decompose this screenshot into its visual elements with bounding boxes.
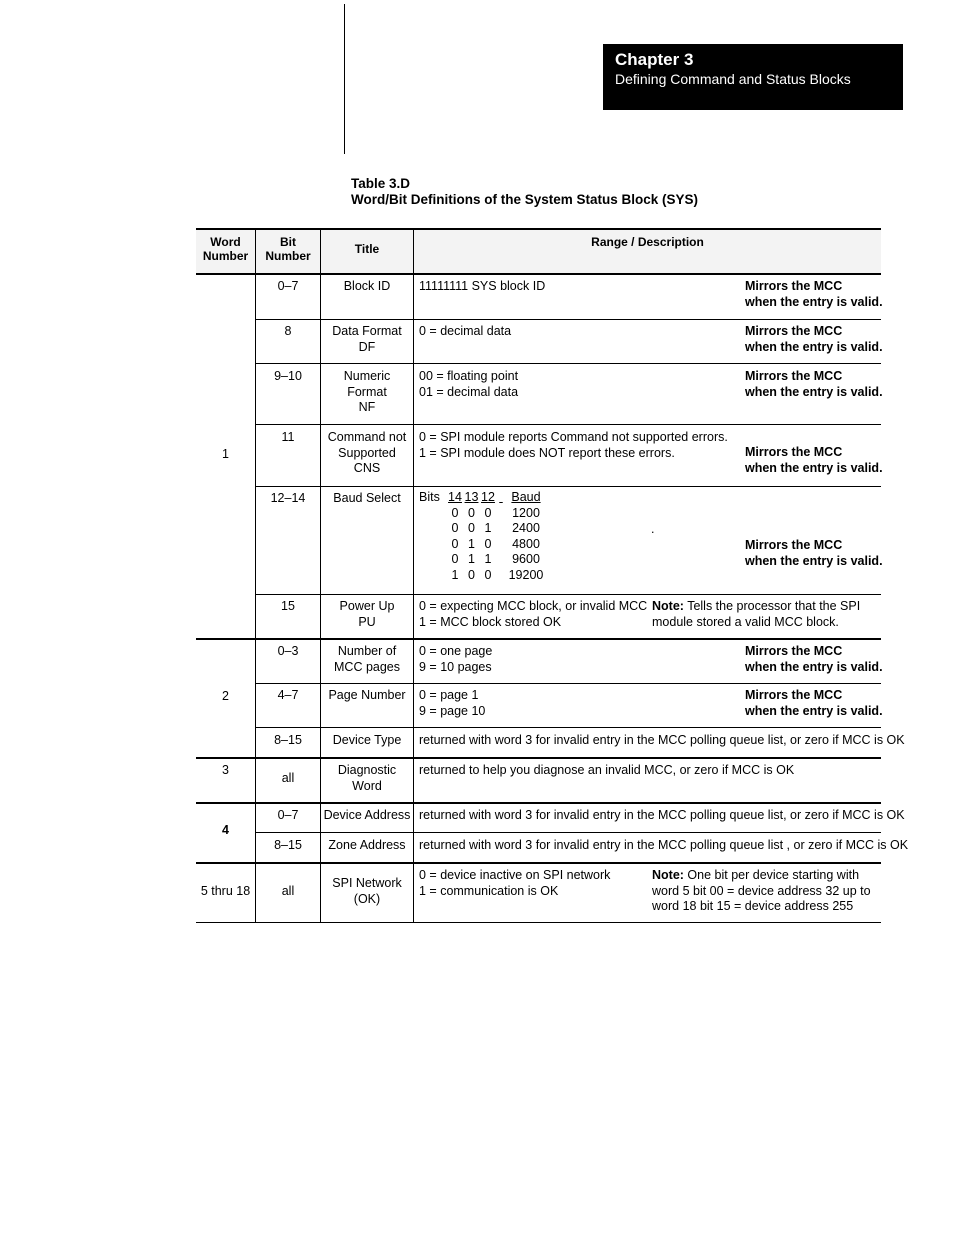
- row-title: Block ID: [343, 279, 391, 293]
- header-bit-number: Bit Number: [265, 235, 311, 263]
- row-title: Command not Supported CNS: [327, 430, 407, 475]
- row-description: returned to help you diagnose an invalid MCC, or zero if MCC is OK: [419, 763, 795, 777]
- table-number: Table 3.D: [351, 176, 411, 191]
- bit-number: 0–7: [277, 808, 299, 822]
- bit-number: 11: [281, 430, 295, 444]
- word-number: 1: [222, 447, 229, 461]
- row-title: Zone Address: [328, 838, 406, 852]
- header-title: Title: [354, 242, 380, 256]
- row-title: Device Type: [332, 733, 402, 747]
- row-description: returned with word 3 for invalid entry in the MCC polling queue list, or zero if MCC is OK: [419, 733, 905, 747]
- baud-table-header: Bits 14 13 12 Baud: [419, 490, 541, 504]
- row-description: 11111111 SYS block ID: [419, 279, 546, 293]
- row-description: 0 = SPI module reports Command not supported errors. 1 = SPI module does NOT report these errors.: [419, 430, 728, 460]
- row-description: 0 = device inactive on SPI network 1 = communication is OK: [419, 868, 611, 898]
- row-description: 0 = expecting MCC block, or invalid MCC 1 = MCC block stored OK: [419, 599, 648, 629]
- row-title: Numeric Format NF: [343, 369, 391, 414]
- row-title: Diagnostic Word: [337, 763, 397, 793]
- header-range-description: Range / Description: [591, 235, 704, 249]
- bit-number: 9–10: [274, 369, 302, 383]
- note: Note: One bit per device starting with word 5 bit 00 = device address 32 up to word 18 bit 15 = device address 255: [652, 868, 871, 913]
- row-title: Power Up PU: [339, 599, 395, 629]
- row-rule: [256, 319, 881, 320]
- word-rule: [196, 862, 881, 864]
- table-caption: [351, 176, 698, 208]
- mirror-note: Mirrors the MCC when the entry is valid.: [745, 688, 883, 718]
- row-title: Device Address: [323, 808, 411, 822]
- chapter-subtitle: Defining Command and Status Blocks: [615, 71, 851, 87]
- bit-number: 8–15: [274, 838, 302, 852]
- row-description: 0 = decimal data: [419, 324, 512, 338]
- table-top-rule: [196, 228, 881, 230]
- word-number: 5 thru 18: [200, 884, 251, 898]
- bit-number: 0–7: [277, 279, 299, 293]
- bit-number: 12–14: [270, 491, 306, 505]
- word-number: 3: [222, 763, 229, 777]
- margin-rule: [344, 4, 345, 154]
- column-rule: [413, 228, 414, 923]
- table-title: Word/Bit Definitions of the System Status Block (SYS): [351, 192, 699, 207]
- row-title: Data Format DF: [332, 324, 402, 354]
- word-number: 4: [222, 823, 229, 837]
- mirror-note: Mirrors the MCC when the entry is valid.: [745, 644, 883, 674]
- row-description: 0 = one page 9 = 10 pages: [419, 644, 493, 674]
- word-rule: [196, 757, 881, 759]
- row-description: 0 = page 1 9 = page 10: [419, 688, 486, 718]
- chapter-label: Chapter 3: [615, 50, 694, 69]
- row-rule: [256, 832, 881, 833]
- row-title: Baud Select: [333, 491, 401, 505]
- table-bottom-rule: [196, 922, 881, 923]
- word-number: 2: [222, 689, 229, 703]
- row-description: returned with word 3 for invalid entry in the MCC polling queue list, or zero if MCC is OK: [419, 808, 905, 822]
- mirror-note: Mirrors the MCC when the entry is valid.: [745, 324, 883, 354]
- header-rule: [196, 273, 881, 275]
- bit-number: 4–7: [277, 688, 299, 702]
- row-title: Page Number: [328, 688, 406, 702]
- row-title: SPI Network (OK): [332, 876, 402, 906]
- row-rule: [256, 424, 881, 425]
- word-rule: [196, 638, 881, 640]
- bit-number: all: [281, 884, 295, 898]
- baud-row: 0 0 0 1200: [451, 505, 540, 520]
- row-rule: [256, 363, 881, 364]
- chapter-tab: [603, 44, 903, 110]
- row-rule: [256, 594, 881, 595]
- row-title: Number of MCC pages: [334, 644, 400, 674]
- baud-table: [419, 490, 546, 583]
- note: Note: Tells the processor that the SPI module stored a valid MCC block.: [652, 599, 861, 629]
- row-rule: [256, 486, 881, 487]
- row-description: returned with word 3 for invalid entry in the MCC polling queue list , or zero if MCC is OK: [419, 838, 909, 852]
- mirror-note: Mirrors the MCC when the entry is valid.: [745, 369, 883, 399]
- bit-number: 8: [284, 324, 292, 338]
- stray-dot: .: [651, 522, 655, 536]
- mirror-note: Mirrors the MCC when the entry is valid.: [745, 445, 883, 475]
- baud-row: 0 0 1 2400: [451, 521, 540, 535]
- bit-number: 15: [281, 599, 295, 613]
- word-rule: [196, 802, 881, 804]
- mirror-note: Mirrors the MCC when the entry is valid.: [745, 538, 883, 568]
- bit-number: 8–15: [274, 733, 302, 747]
- row-description: 00 = floating point 01 = decimal data: [419, 369, 519, 399]
- baud-row: 0 1 0 4800: [451, 536, 540, 551]
- baud-row: 1 0 0 19200: [451, 567, 544, 582]
- mirror-note: Mirrors the MCC when the entry is valid.: [745, 279, 883, 309]
- header-word-number: Word Number: [202, 235, 249, 263]
- bit-number: all: [281, 771, 295, 785]
- baud-row: 0 1 1 9600: [451, 552, 540, 566]
- bit-number: 0–3: [277, 644, 299, 658]
- row-rule: [256, 727, 881, 728]
- sys-status-table: [196, 228, 909, 924]
- row-rule: [256, 683, 881, 684]
